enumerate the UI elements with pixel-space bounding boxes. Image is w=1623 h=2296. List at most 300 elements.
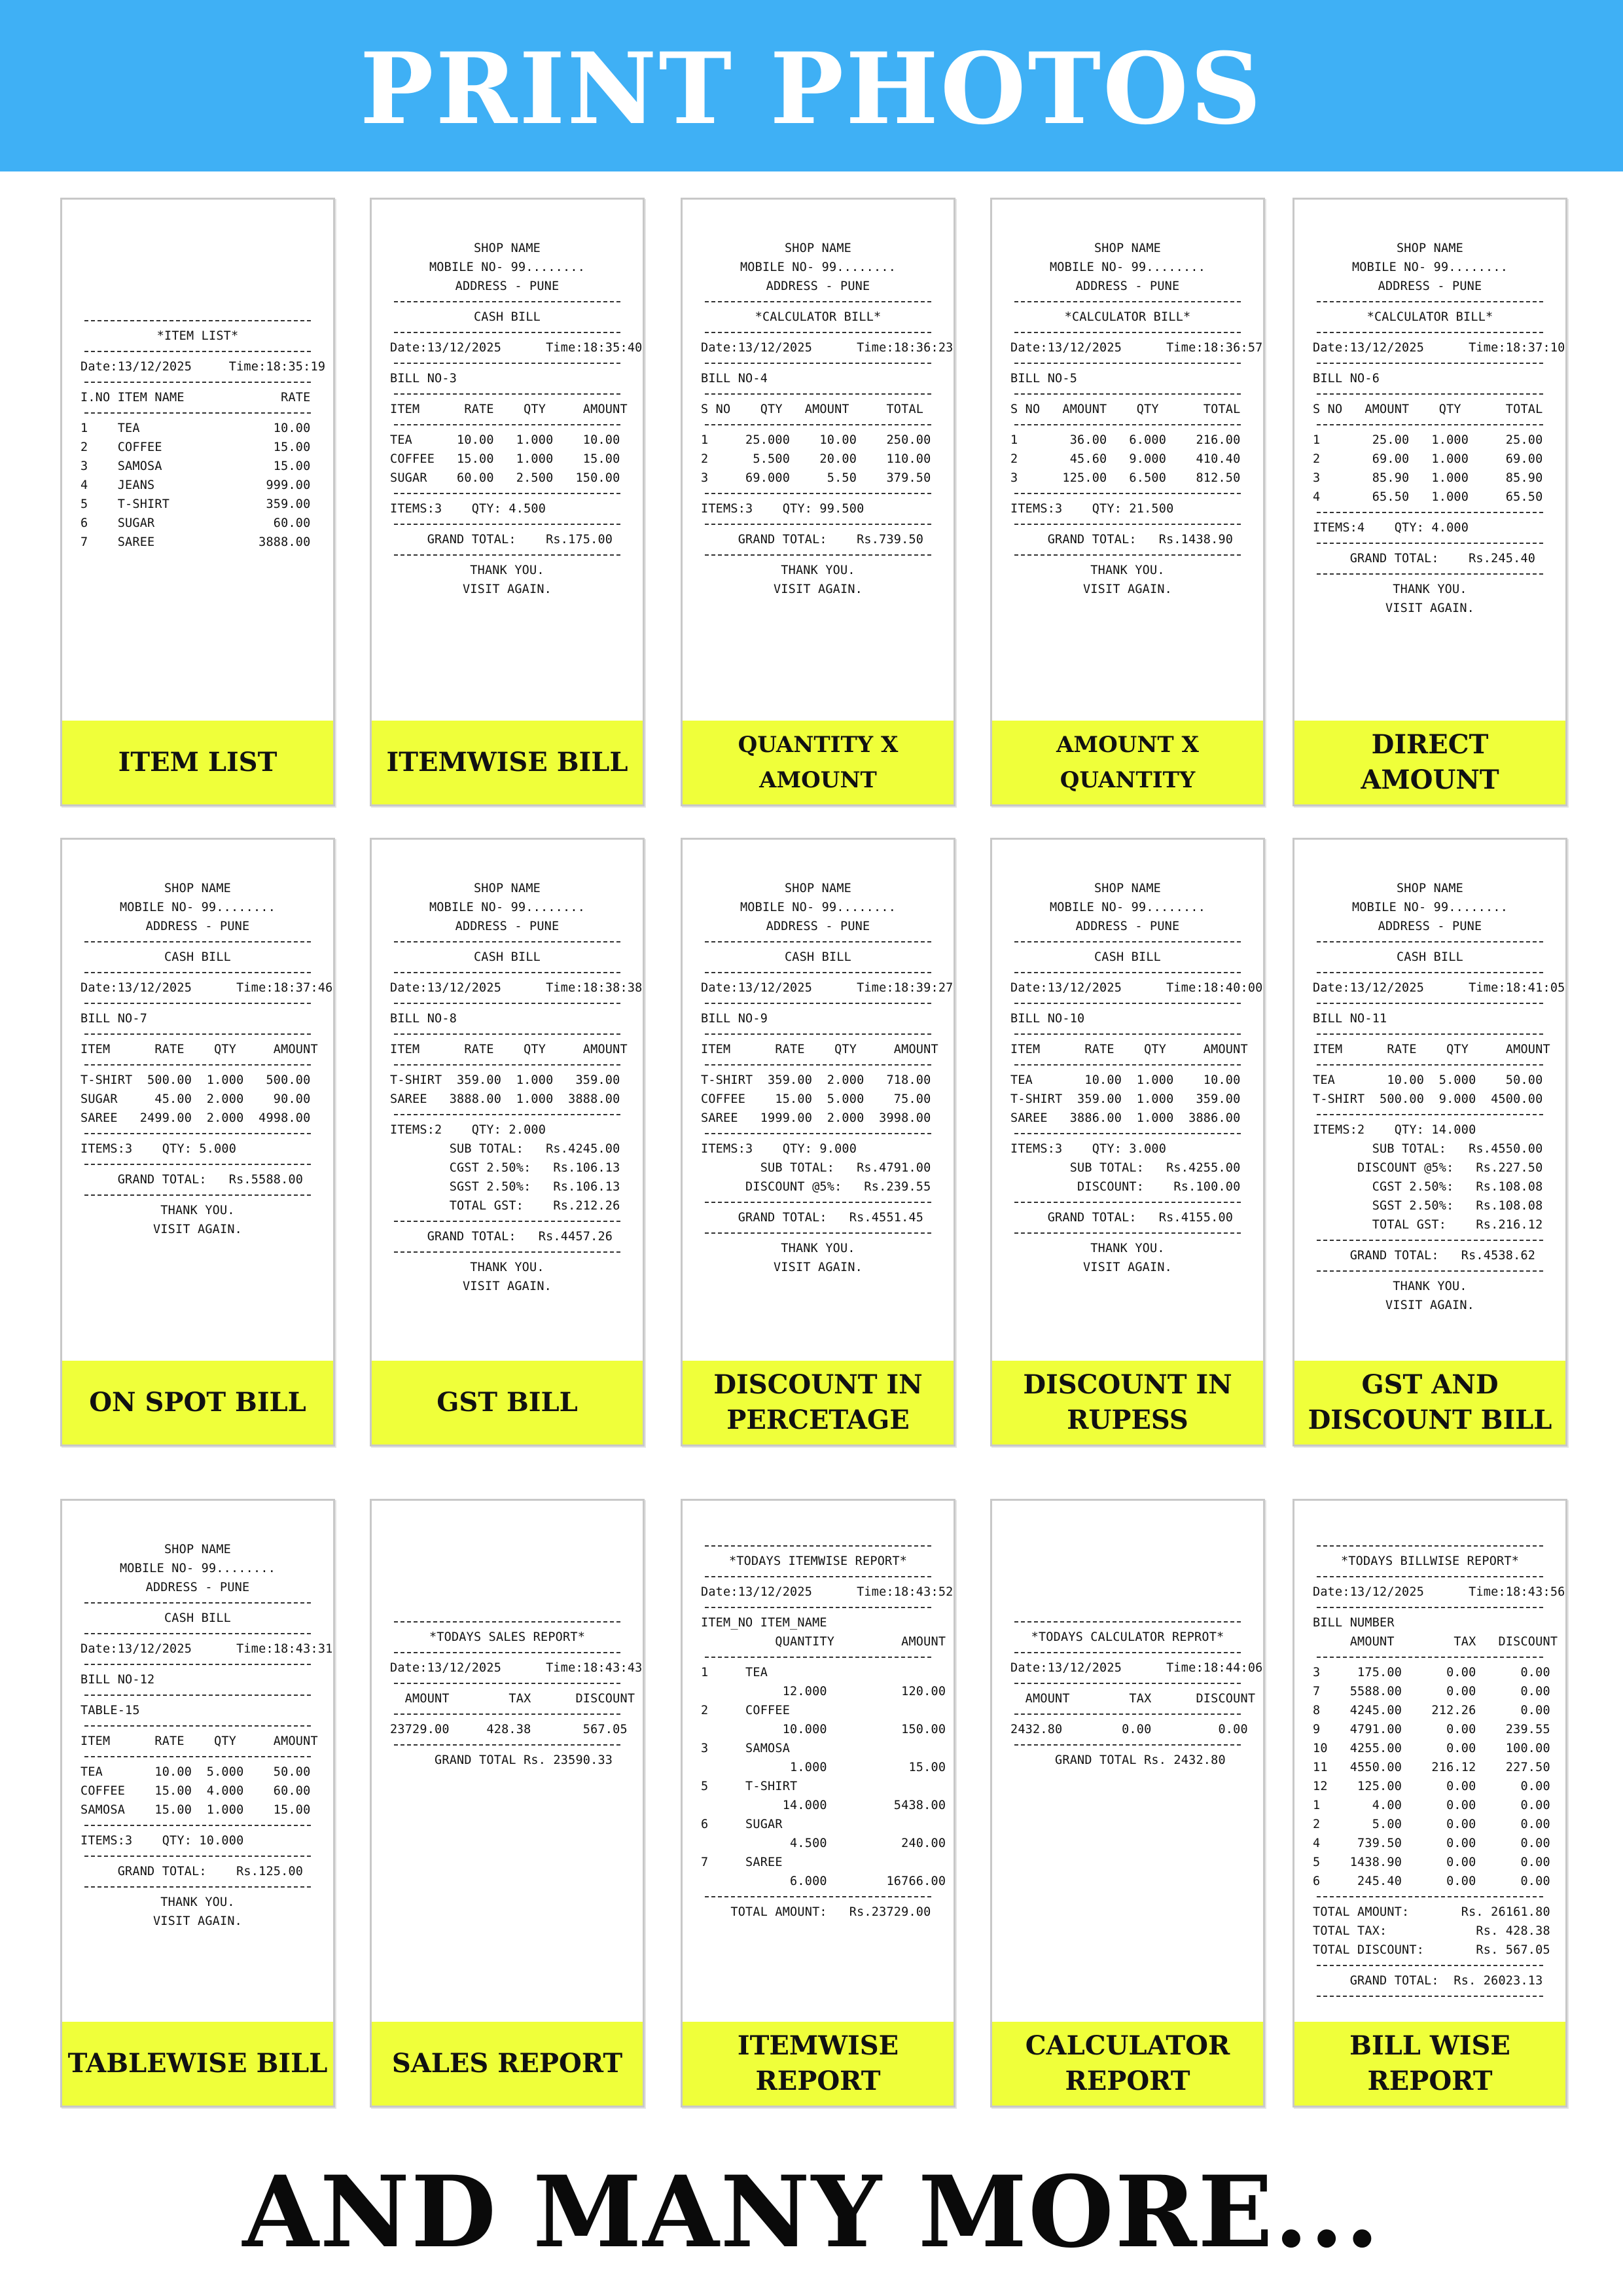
receipt-divider: [705, 524, 931, 525]
receipt-line: 2 COFFEE 15.00: [80, 440, 311, 454]
receipt-divider: [1014, 1232, 1241, 1234]
receipt-divider: [705, 1896, 931, 1897]
receipt-line: ADDRESS - PUNE: [766, 279, 870, 293]
receipt-line: 10.000 150.00: [701, 1723, 946, 1736]
receipt-line: Date:13/12/2025 Time:18:37:46: [80, 981, 333, 995]
receipt-card: [1293, 1499, 1567, 2108]
receipt-line: COFFEE 15.00 1.000 15.00: [390, 452, 620, 466]
receipt-divider: [84, 1856, 311, 1857]
receipt-line: 6.000 16766.00: [701, 1874, 946, 1888]
receipt-type-label: DIRECT AMOUNT: [1294, 721, 1565, 804]
receipt-line: SHOP NAME: [473, 882, 541, 895]
receipt-line: ITEMS:3 QTY: 5.000: [80, 1142, 237, 1156]
receipt-divider: [1014, 424, 1241, 425]
receipt-type-label: QUANTITY X AMOUNT: [683, 721, 954, 804]
receipt-divider: [394, 1003, 620, 1004]
receipt-line: ADDRESS - PUNE: [455, 920, 560, 933]
receipt-line: BILL NO-9: [701, 1012, 768, 1026]
receipt-paper: [992, 1501, 1263, 2018]
receipt-divider: [705, 1545, 931, 1547]
receipt-line: 12.000 120.00: [701, 1685, 946, 1698]
receipt-line: SUGAR 60.00 2.500 150.00: [390, 471, 620, 485]
receipt-line: SHOP NAME: [1396, 242, 1464, 255]
receipt-divider: [1317, 543, 1543, 544]
receipt-type-label: SALES REPORT: [372, 2022, 643, 2106]
receipt-divider: [1317, 393, 1543, 395]
receipt-line: 6 SUGAR 60.00: [80, 516, 311, 530]
receipt-line: 9 4791.00 0.00 239.55: [1313, 1723, 1550, 1736]
receipt-line: *ITEM LIST*: [156, 329, 239, 343]
header-banner: [0, 0, 1623, 171]
receipt-line: THANK YOU.: [1090, 1242, 1165, 1255]
receipt-line: 5 T-SHIRT: [701, 1780, 798, 1793]
banner-title: PRINT PHOTOS: [359, 31, 1264, 147]
receipt-line: SUGAR 45.00 2.000 90.00: [80, 1092, 311, 1106]
receipt-line: [1010, 1597, 1245, 1616]
receipt-line: THANK YOU.: [781, 564, 855, 577]
receipt-line: GRAND TOTAL: Rs.1438.90: [1010, 533, 1234, 547]
receipt-line: Date:13/12/2025 Time:18:35:40: [390, 341, 643, 355]
receipt-line: [80, 277, 315, 296]
receipt-line: SHOP NAME: [473, 242, 541, 255]
receipt-divider: [1317, 1240, 1543, 1241]
receipt-line: [80, 239, 315, 258]
receipt-divider: [84, 1003, 311, 1004]
receipt-divider: [705, 332, 931, 333]
receipt-line: *TODAYS BILLWISE REPORT*: [1340, 1554, 1520, 1568]
receipt-line: 7 SAREE 3888.00: [80, 535, 311, 549]
receipt-divider: [394, 1221, 620, 1222]
receipt-divider: [84, 382, 311, 383]
receipt-line: ADDRESS - PUNE: [145, 1581, 250, 1594]
receipt-line: CASH BILL: [164, 950, 232, 964]
receipt-divider: [1317, 512, 1543, 513]
receipt-divider: [1014, 941, 1241, 942]
receipt-divider: [1317, 424, 1543, 425]
receipt-divider: [1317, 1657, 1543, 1658]
receipt-paper: [992, 840, 1263, 1357]
receipt-line: VISIT AGAIN.: [462, 583, 552, 596]
receipt-type-label: AMOUNT X QUANTITY: [992, 721, 1263, 804]
receipt-line: Date:13/12/2025 Time:18:41:05: [1313, 981, 1565, 995]
receipt-line: TOTAL DISCOUNT: Rs. 567.05: [1313, 1943, 1550, 1957]
receipt-divider: [1014, 972, 1241, 973]
receipt-divider: [1014, 1652, 1241, 1653]
receipt-divider: [705, 301, 931, 302]
receipt-line: GRAND TOTAL: Rs. 26023.13: [1313, 1974, 1543, 1988]
receipt-line: T-SHIRT 359.00 1.000 359.00: [1010, 1092, 1241, 1106]
receipt-line: CGST 2.50%: Rs.106.13: [390, 1161, 620, 1175]
receipt-divider: [1014, 301, 1241, 302]
receipt-line: 5 T-SHIRT 359.00: [80, 497, 311, 511]
receipt-line: AMOUNT TAX DISCOUNT: [1313, 1635, 1558, 1649]
receipt-card: [60, 1499, 335, 2108]
receipt-line: BILL NO-12: [80, 1673, 155, 1687]
receipt-line: TOTAL GST: Rs.216.12: [1313, 1218, 1543, 1232]
receipt-line: DISCOUNT @5%: Rs.227.50: [1313, 1161, 1543, 1175]
receipt-divider: [84, 1194, 311, 1196]
receipt-divider: [705, 1202, 931, 1203]
receipt-line: MOBILE NO- 99........: [429, 901, 586, 914]
receipt-type-label: ON SPOT BILL: [62, 1361, 333, 1444]
receipt-line: THANK YOU.: [160, 1204, 235, 1217]
receipt-line: Date:13/12/2025 Time:18:43:31: [80, 1642, 333, 1656]
receipt-line: ITEMS:3 QTY: 9.000: [701, 1142, 857, 1156]
receipt-line: AMOUNT TAX DISCOUNT: [390, 1692, 635, 1706]
receipt-line: VISIT AGAIN.: [1385, 1299, 1475, 1312]
receipt-line: MOBILE NO- 99........: [119, 901, 276, 914]
receipt-line: GRAND TOTAL Rs. 23590.33: [390, 1753, 613, 1767]
receipt-divider: [1317, 573, 1543, 575]
receipt-line: ITEM RATE QTY AMOUNT: [390, 403, 628, 416]
receipt-divider: [84, 1825, 311, 1826]
receipt-card: [370, 838, 645, 1446]
receipt-divider: [1014, 1064, 1241, 1066]
receipt-line: [1010, 1540, 1245, 1559]
receipt-card: [1293, 198, 1567, 806]
receipt-line: 12 125.00 0.00 0.00: [1313, 1780, 1550, 1793]
receipt-divider: [394, 1744, 620, 1746]
receipt-divider: [84, 1164, 311, 1165]
receipt-line: 6 245.40 0.00 0.00: [1313, 1874, 1550, 1888]
receipt-divider: [1014, 554, 1241, 556]
receipt-line: 2 5.500 20.00 110.00: [701, 452, 931, 466]
receipt-line: DISCOUNT: Rs.100.00: [1010, 1180, 1241, 1194]
receipt-divider: [1317, 972, 1543, 973]
receipt-divider: [1014, 1713, 1241, 1715]
receipt-divider: [394, 941, 620, 942]
receipt-line: QUANTITY AMOUNT: [701, 1635, 946, 1649]
receipt-line: 3 SAMOSA: [701, 1742, 791, 1755]
receipt-divider: [705, 1033, 931, 1035]
receipt-line: ADDRESS - PUNE: [1075, 920, 1180, 933]
receipt-divider: [1014, 1202, 1241, 1203]
receipt-divider: [394, 1114, 620, 1115]
receipt-line: BILL NO-11: [1313, 1012, 1387, 1026]
receipt-divider: [705, 972, 931, 973]
receipt-card: [990, 198, 1265, 806]
receipt-line: VISIT AGAIN.: [152, 1223, 243, 1236]
receipt-line: SHOP NAME: [164, 882, 232, 895]
receipt-line: COFFEE 15.00 5.000 75.00: [701, 1092, 931, 1106]
receipt-line: S NO AMOUNT QTY TOTAL: [1313, 403, 1543, 416]
receipt-paper: [62, 840, 333, 1357]
receipt-divider: [394, 1033, 620, 1035]
receipt-type-label: DISCOUNT IN RUPESS: [992, 1361, 1263, 1444]
receipt-line: 4 65.50 1.000 65.50: [1313, 490, 1543, 504]
receipt-line: ITEM RATE QTY AMOUNT: [1313, 1043, 1550, 1056]
receipt-divider: [705, 941, 931, 942]
receipt-divider: [394, 393, 620, 395]
receipt-divider: [84, 972, 311, 973]
receipt-line: SAMOSA 15.00 1.000 15.00: [80, 1803, 311, 1817]
receipt-line: GRAND TOTAL: Rs.4538.62: [1313, 1249, 1536, 1263]
receipt-type-label: ITEMWISE REPORT: [683, 2022, 954, 2106]
receipt-divider: [394, 1713, 620, 1715]
receipt-paper: [372, 840, 643, 1357]
receipt-divider: [1014, 1033, 1241, 1035]
receipt-divider: [84, 1756, 311, 1757]
receipt-line: 2 45.60 9.000 410.40: [1010, 452, 1241, 466]
receipt-line: BILL NO-3: [390, 372, 457, 386]
receipt-divider: [1317, 1607, 1543, 1608]
receipt-line: 1 25.00 1.000 25.00: [1313, 433, 1543, 447]
receipt-line: 1 36.00 6.000 216.00: [1010, 433, 1241, 447]
receipt-type-label: BILL WISE REPORT: [1294, 2022, 1565, 2106]
receipt-line: BILL NO-6: [1313, 372, 1380, 386]
receipt-divider: [1317, 363, 1543, 364]
receipt-line: DISCOUNT @5%: Rs.239.55: [701, 1180, 931, 1194]
receipt-line: TOTAL GST: Rs.212.26: [390, 1199, 620, 1213]
receipt-line: 8 4245.00 212.26 0.00: [1313, 1704, 1550, 1717]
receipt-line: 4.500 240.00: [701, 1837, 946, 1850]
receipt-divider: [84, 1602, 311, 1604]
receipt-line: MOBILE NO- 99........: [1351, 901, 1508, 914]
receipt-type-label: GST BILL: [372, 1361, 643, 1444]
receipt-line: 1 TEA 10.00: [80, 422, 311, 435]
receipt-line: TEA 10.00 5.000 50.00: [80, 1765, 311, 1779]
receipt-line: 11 4550.00 216.12 227.50: [1313, 1761, 1550, 1774]
receipt-line: CGST 2.50%: Rs.108.08: [1313, 1180, 1543, 1194]
receipt-divider: [84, 1725, 311, 1727]
receipt-line: Date:13/12/2025 Time:18:35:19: [80, 360, 326, 374]
receipt-line: T-SHIRT 500.00 1.000 500.00: [80, 1073, 311, 1087]
receipt-line: ITEM_NO ITEM_NAME: [701, 1616, 827, 1630]
receipt-line: GRAND TOTAL: Rs.4457.26: [390, 1230, 613, 1244]
receipt-line: *TODAYS ITEMWISE REPORT*: [728, 1554, 908, 1568]
receipt-card: [681, 198, 955, 806]
receipt-line: SAREE 1999.00 2.000 3998.00: [701, 1111, 931, 1125]
receipt-line: COFFEE 15.00 4.000 60.00: [80, 1784, 311, 1798]
receipt-divider: [1014, 332, 1241, 333]
receipt-line: BILL NUMBER: [1313, 1616, 1395, 1630]
receipt-line: VISIT AGAIN.: [1082, 1261, 1173, 1274]
receipt-line: THANK YOU.: [781, 1242, 855, 1255]
receipt-line: GRAND TOTAL: Rs.175.00: [390, 533, 613, 547]
receipt-divider: [705, 363, 931, 364]
receipt-line: CASH BILL: [1094, 950, 1162, 964]
receipt-line: 1.000 15.00: [701, 1761, 946, 1774]
receipt-line: *TODAYS CALCULATOR REPROT*: [1031, 1630, 1224, 1644]
receipt-type-label: DISCOUNT IN PERCETAGE: [683, 1361, 954, 1444]
receipt-divider: [705, 393, 931, 395]
receipt-divider: [705, 554, 931, 556]
receipt-divider: [84, 1033, 311, 1035]
receipt-line: 3 175.00 0.00 0.00: [1313, 1666, 1550, 1679]
receipt-line: 7 SAREE: [701, 1856, 783, 1869]
receipt-card: [681, 1499, 955, 2108]
receipt-divider: [1014, 524, 1241, 525]
receipt-line: T-SHIRT 359.00 1.000 359.00: [390, 1073, 620, 1087]
receipt-line: 1 25.000 10.00 250.00: [701, 433, 931, 447]
receipt-paper: [1294, 1501, 1565, 2018]
receipt-divider: [84, 1064, 311, 1066]
receipt-line: 14.000 5438.00: [701, 1799, 946, 1812]
receipt-divider: [1317, 1996, 1543, 1997]
receipt-line: [390, 1597, 624, 1616]
receipt-divider: [1014, 1683, 1241, 1684]
receipt-line: SAREE 2499.00 2.000 4998.00: [80, 1111, 311, 1125]
receipt-line: 5 1438.90 0.00 0.00: [1313, 1856, 1550, 1869]
receipt-divider: [84, 351, 311, 352]
receipt-line: Date:13/12/2025 Time:18:36:57: [1010, 341, 1263, 355]
receipt-paper: [372, 1501, 643, 2018]
receipt-paper: [683, 1501, 954, 2018]
receipt-line: MOBILE NO- 99........: [1351, 260, 1508, 274]
receipt-divider: [1317, 301, 1543, 302]
receipt-line: GRAND TOTAL: Rs.4551.45: [701, 1211, 924, 1225]
receipt-line: ITEM RATE QTY AMOUNT: [701, 1043, 938, 1056]
receipt-line: GRAND TOTAL: Rs.245.40: [1313, 552, 1536, 565]
receipt-divider: [84, 1133, 311, 1134]
receipt-line: GRAND TOTAL: Rs.739.50: [701, 533, 924, 547]
receipt-divider: [1317, 1270, 1543, 1272]
receipt-card: [60, 838, 335, 1446]
receipt-paper: [683, 200, 954, 717]
receipt-divider: [394, 1064, 620, 1066]
receipt-line: THANK YOU.: [470, 564, 544, 577]
receipt-line: [80, 258, 315, 277]
receipt-line: 23729.00 428.38 567.05: [390, 1723, 628, 1736]
receipt-line: T-SHIRT 359.00 2.000 718.00: [701, 1073, 931, 1087]
receipt-paper: [683, 840, 954, 1357]
receipt-divider: [1317, 1545, 1543, 1547]
receipt-line: ITEMS:2 QTY: 2.000: [390, 1123, 546, 1137]
receipt-divider: [1014, 393, 1241, 395]
receipt-line: [390, 1559, 624, 1578]
receipt-divider: [1317, 1576, 1543, 1577]
receipt-divider: [705, 1657, 931, 1658]
receipt-line: 2 5.00 0.00 0.00: [1313, 1818, 1550, 1831]
receipt-card: [370, 1499, 645, 2108]
receipt-divider: [1014, 1621, 1241, 1623]
receipt-line: 3 85.90 1.000 85.90: [1313, 471, 1543, 485]
receipt-line: VISIT AGAIN.: [1385, 601, 1475, 615]
receipt-divider: [394, 1251, 620, 1253]
footer-text: AND MANY MORE...: [242, 2155, 1381, 2270]
receipt-line: SAREE 3886.00 1.000 3886.00: [1010, 1111, 1241, 1125]
receipt-line: SHOP NAME: [1396, 882, 1464, 895]
receipt-line: GRAND TOTAL Rs. 2432.80: [1010, 1753, 1226, 1767]
receipt-line: CASH BILL: [1396, 950, 1464, 964]
receipt-line: TEA 10.00 1.000 10.00: [1010, 1073, 1241, 1087]
receipt-line: SHOP NAME: [1094, 882, 1162, 895]
receipt-line: CASH BILL: [473, 310, 541, 324]
receipt-line: BILL NO-7: [80, 1012, 148, 1026]
receipt-line: SUB TOTAL: Rs.4245.00: [390, 1142, 620, 1156]
receipt-line: Date:13/12/2025 Time:18:40:00: [1010, 981, 1263, 995]
receipt-divider: [394, 524, 620, 525]
receipt-divider: [394, 554, 620, 556]
receipt-divider: [705, 493, 931, 494]
receipt-line: MOBILE NO- 99........: [1049, 260, 1206, 274]
receipt-line: *CALCULATOR BILL*: [1064, 310, 1191, 324]
receipt-line: VISIT AGAIN.: [462, 1280, 552, 1293]
receipt-line: SHOP NAME: [1094, 242, 1162, 255]
receipt-divider: [84, 1664, 311, 1665]
receipt-line: Date:13/12/2025 Time:18:44:06: [1010, 1661, 1263, 1675]
receipt-line: Date:13/12/2025 Time:18:43:56: [1313, 1585, 1565, 1599]
receipt-paper: [62, 200, 333, 717]
receipt-line: 2 69.00 1.000 69.00: [1313, 452, 1543, 466]
receipt-type-label: ITEMWISE BILL: [372, 721, 643, 804]
footer: [0, 2155, 1623, 2270]
receipt-line: [1010, 1578, 1245, 1597]
receipt-line: SHOP NAME: [784, 242, 852, 255]
receipt-divider: [705, 1003, 931, 1004]
receipt-line: SAREE 3888.00 1.000 3888.00: [390, 1092, 620, 1106]
receipt-line: Date:13/12/2025 Time:18:36:23: [701, 341, 954, 355]
receipt-divider: [705, 1133, 931, 1134]
receipt-line: [390, 1540, 624, 1559]
receipt-line: ITEMS:3 QTY: 3.000: [1010, 1142, 1167, 1156]
receipt-line: BILL NO-10: [1010, 1012, 1085, 1026]
receipt-line: 3 SAMOSA 15.00: [80, 459, 311, 473]
receipt-line: Date:13/12/2025 Time:18:38:38: [390, 981, 643, 995]
receipt-divider: [394, 1621, 620, 1623]
receipt-line: SUB TOTAL: Rs.4550.00: [1313, 1142, 1543, 1156]
receipt-line: VISIT AGAIN.: [152, 1914, 243, 1928]
receipt-line: CASH BILL: [164, 1611, 232, 1625]
receipt-line: AMOUNT TAX DISCOUNT: [1010, 1692, 1256, 1706]
receipt-divider: [84, 1886, 311, 1888]
receipt-line: 1 4.00 0.00 0.00: [1313, 1799, 1550, 1812]
receipt-line: SHOP NAME: [784, 882, 852, 895]
receipt-divider: [394, 332, 620, 333]
receipt-divider: [394, 1652, 620, 1653]
receipt-line: GRAND TOTAL: Rs.125.00: [80, 1865, 304, 1878]
receipt-line: GRAND TOTAL: Rs.5588.00: [80, 1173, 304, 1187]
receipt-card: [370, 198, 645, 806]
receipt-line: ADDRESS - PUNE: [145, 920, 250, 933]
receipt-line: BILL NO-5: [1010, 372, 1078, 386]
receipt-card: [681, 838, 955, 1446]
receipt-line: ITEMS:3 QTY: 99.500: [701, 502, 865, 516]
receipt-line: Date:13/12/2025 Time:18:37:10: [1313, 341, 1565, 355]
receipt-line: Date:13/12/2025 Time:18:43:52: [701, 1585, 954, 1599]
receipt-line: MOBILE NO- 99........: [1049, 901, 1206, 914]
receipt-divider: [705, 424, 931, 425]
receipt-line: ADDRESS - PUNE: [766, 920, 870, 933]
receipt-divider: [705, 1232, 931, 1234]
receipt-line: ITEM RATE QTY AMOUNT: [80, 1734, 318, 1748]
receipt-line: Date:13/12/2025 Time:18:43:43: [390, 1661, 643, 1675]
receipt-line: [1010, 1559, 1245, 1578]
receipt-line: ITEM RATE QTY AMOUNT: [80, 1043, 318, 1056]
receipt-divider: [394, 424, 620, 425]
receipt-line: CASH BILL: [784, 950, 852, 964]
receipt-divider: [394, 972, 620, 973]
receipt-line: 3 69.000 5.50 379.50: [701, 471, 931, 485]
receipt-line: 6 SUGAR: [701, 1818, 783, 1831]
receipt-type-label: CALCULATOR REPORT: [992, 2022, 1263, 2106]
receipt-divider: [705, 1576, 931, 1577]
receipt-line: ADDRESS - PUNE: [455, 279, 560, 293]
receipt-line: TABLE-15: [80, 1704, 140, 1717]
receipt-line: SUB TOTAL: Rs.4255.00: [1010, 1161, 1241, 1175]
receipt-paper: [372, 200, 643, 717]
receipt-line: 2432.80 0.00 0.00: [1010, 1723, 1248, 1736]
receipt-line: THANK YOU.: [160, 1895, 235, 1909]
receipt-line: TOTAL AMOUNT: Rs. 26161.80: [1313, 1905, 1550, 1919]
receipt-line: MOBILE NO- 99........: [429, 260, 586, 274]
receipt-line: TEA 10.00 5.000 50.00: [1313, 1073, 1543, 1087]
receipt-line: ADDRESS - PUNE: [1378, 920, 1482, 933]
receipt-paper: [62, 1501, 333, 2018]
receipt-line: ITEMS:4 QTY: 4.000: [1313, 521, 1469, 535]
receipt-line: [80, 296, 315, 315]
receipt-line: SHOP NAME: [164, 1543, 232, 1556]
